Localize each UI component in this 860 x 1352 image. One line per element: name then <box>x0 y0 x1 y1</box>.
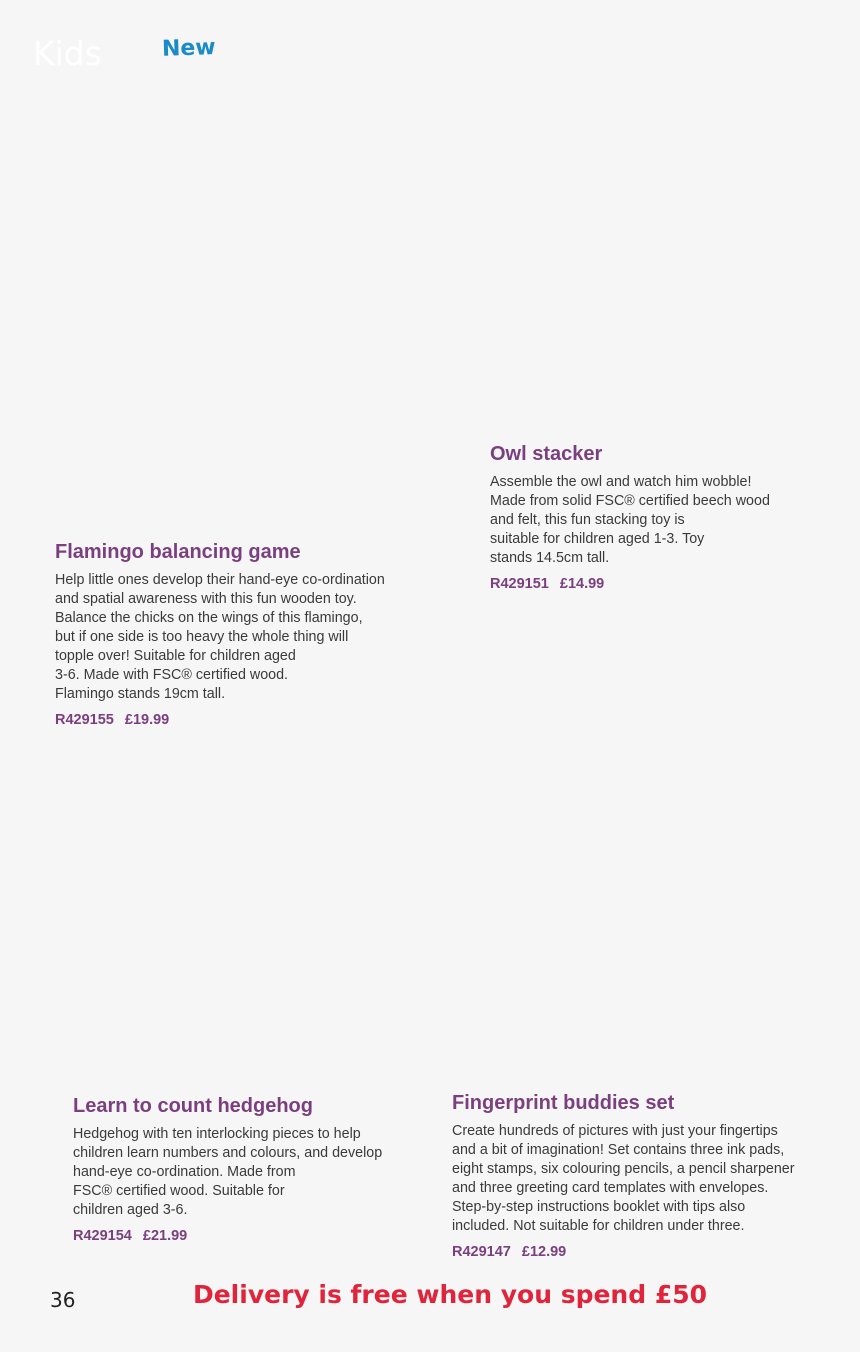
product-description: Assemble the owl and watch him wobble! Made from solid FSC® certified beech wood and felt, this fun stacking toy is suitable for children aged 1-3. Toy stands 14.5cm tall. <box>490 474 770 566</box>
product-title: Learn to count hedgehog <box>73 1095 313 1117</box>
price-line <box>490 576 830 592</box>
product-price: £21.99 <box>142 1228 188 1244</box>
product-description: Help little ones develop their hand-eye co-ordination and spatial awareness with this fun wooden toy. Balance the chicks on the wings of this flamingo, but if one side is too heavy the whole thing will topple over! Suitable for children aged 3-6. Made with FSC® certified wood. Flamingo stands 19cm tall. <box>55 572 385 702</box>
delivery-message: Delivery is free when you spend £50 <box>192 1280 708 1309</box>
product-title: Fingerprint buddies set <box>452 1092 675 1114</box>
product-code: R429155 <box>55 712 114 728</box>
product-price: £14.99 <box>559 576 605 592</box>
page-number: 36 <box>50 1288 76 1312</box>
product-price: £19.99 <box>124 712 170 728</box>
product-code: R429147 <box>452 1244 511 1260</box>
product-title: Flamingo balancing game <box>55 541 301 563</box>
product-code: R429151 <box>490 576 549 592</box>
product-owl-stacker <box>490 443 830 592</box>
product-fingerprint-buddies-set <box>452 1092 842 1260</box>
product-learn-to-count-hedgehog <box>73 1095 433 1244</box>
section-title: Kids <box>33 34 102 73</box>
product-price: £12.99 <box>521 1244 567 1260</box>
price-line <box>73 1228 433 1244</box>
product-description: Create hundreds of pictures with just your fingertips and a bit of imagination! Set contains three ink pads, eight stamps, six colouring pencils, a pencil sharpener and three greeting card templates with envelopes. Step-by-step instructions booklet with tips also included. Not suitable for children under three. <box>452 1123 795 1234</box>
price-line <box>55 712 435 728</box>
new-badge: New <box>161 35 217 62</box>
product-title: Owl stacker <box>490 443 603 465</box>
product-description: Hedgehog with ten interlocking pieces to help children learn numbers and colours, and develop hand-eye co-ordination. Made from FSC® certified wood. Suitable for children aged 3-6. <box>73 1126 383 1218</box>
price-line <box>452 1244 842 1260</box>
product-code: R429154 <box>73 1228 132 1244</box>
product-flamingo-balancing-game <box>55 541 435 728</box>
